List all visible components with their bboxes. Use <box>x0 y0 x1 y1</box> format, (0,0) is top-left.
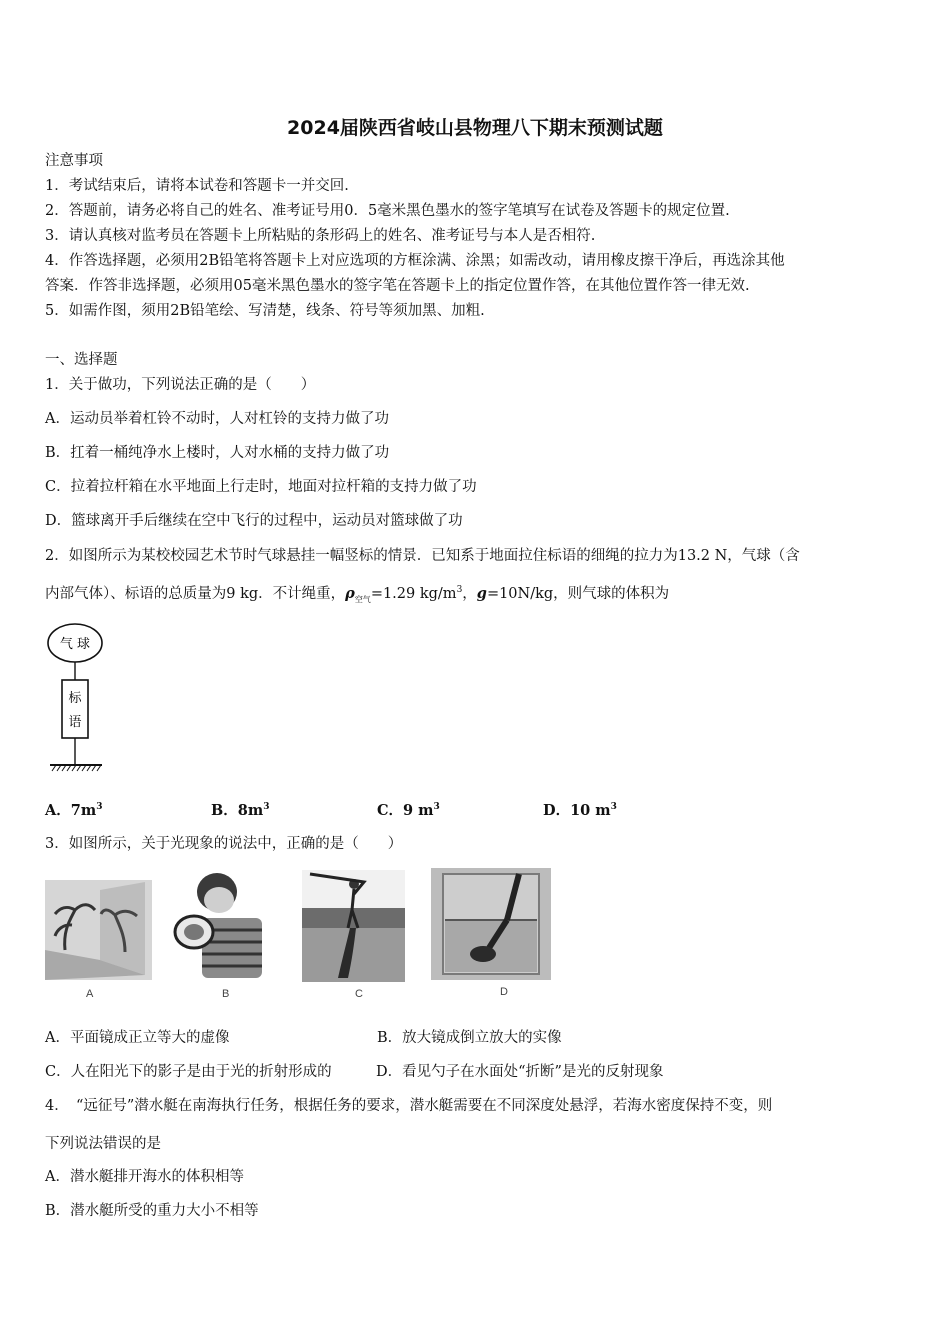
q4-stem-line1: 4． “远征号”潜水艇在南海执行任务，根据任务的要求，潜水艇需要在不同深度处悬浮，若海水密度保持不变，则 <box>45 1098 773 1114</box>
q4-option-b: B．潜水艇所受的重力大小不相等 <box>45 1203 259 1219</box>
caption-b: B <box>222 988 230 1000</box>
banner-label-2: 语 <box>68 715 82 730</box>
caption-a: A <box>86 988 94 1000</box>
q2-text-b: =1.29 kg/m <box>370 586 457 602</box>
banner-label-1: 标 <box>68 691 82 706</box>
notice-item-4-cont: 答案．作答非选择题，必须用05毫米黑色墨水的签字笔在答题卡上的指定位置作答，在其他位置作答一律无效. <box>45 278 750 294</box>
q1-option-d: D．篮球离开手后继续在空中飞行的过程中，运动员对篮球做了功 <box>45 513 463 529</box>
q2-option-d <box>543 801 617 821</box>
superscript-3: 3 <box>263 802 270 813</box>
page-title: 2024届陕西省岐山县物理八下期末预测试题 <box>287 117 663 139</box>
q1-stem: 1．关于做功，下列说法正确的是（ ） <box>45 377 316 393</box>
q2-option-a <box>45 801 102 821</box>
section-heading: 一、选择题 <box>45 352 118 368</box>
q1-option-c: C．拉着拉杆箱在水平地面上行走时，地面对拉杆箱的支持力做了功 <box>45 479 477 495</box>
notice-item-3: 3．请认真核对监考员在答题卡上所粘贴的条形码上的姓名、准考证号与本人是否相符. <box>45 228 596 244</box>
q3-option-b: B．放大镜成倒立放大的实像 <box>377 1030 562 1046</box>
photo-c-shadow <box>302 870 405 982</box>
notice-item-4: 4．作答选择题，必须用2B铅笔将答题卡上对应选项的方框涂满、涂黑；如需改动，请用橡皮擦干净后，再选涂其他 <box>45 253 785 269</box>
spoon-water-illustration <box>431 868 551 980</box>
q2-option-c-text: C．9 m <box>377 802 434 819</box>
q3-stem: 3．如图所示，关于光现象的说法中，正确的是（ ） <box>45 836 403 852</box>
caption-c: C <box>355 988 363 1000</box>
q2-option-b <box>211 801 269 821</box>
rho-symbol: ρ <box>345 585 355 602</box>
golfer-shadow-illustration <box>302 870 405 982</box>
superscript-3: 3 <box>96 802 103 813</box>
q4-option-a: A．潜水艇排开海水的体积相等 <box>45 1169 244 1185</box>
q1-option-b: B．扛着一桶纯净水上楼时，人对水桶的支持力做了功 <box>45 445 390 461</box>
q3-option-d: D．看见勺子在水面处“折断”是光的反射现象 <box>376 1064 664 1080</box>
notice-heading: 注意事项 <box>45 153 103 169</box>
g-symbol: g <box>476 585 487 602</box>
superscript-3: 3 <box>433 802 440 813</box>
photo-d-spoon <box>431 868 551 980</box>
q2-option-c <box>377 801 440 821</box>
q2-text-c: ， <box>462 586 477 602</box>
notice-item-5: 5．如需作图，须用2B铅笔绘、写清楚，线条、符号等须加黑、加粗. <box>45 303 485 319</box>
notice-item-2: 2．答题前，请务必将自己的姓名、准考证号用0．5毫米黑色墨水的签字笔填写在试卷及答题卡的规定位置. <box>45 203 730 219</box>
q2-stem-line1: 2．如图所示为某校校园艺术节时气球悬挂一幅竖标的情景．已知系于地面拉住标语的细绳的拉力为13.2 N，气球（含 <box>45 548 800 564</box>
caption-d: D <box>500 986 508 998</box>
q2-stem-line2 <box>45 584 669 610</box>
balloon-label: 气 球 <box>59 637 91 652</box>
q2-option-b-text: B．8m <box>211 802 264 819</box>
rho-subscript: 空气 <box>354 594 371 604</box>
superscript-3: 3 <box>456 585 463 596</box>
balloon-diagram <box>40 618 120 776</box>
photo-a-mirror <box>45 880 152 980</box>
boy-magnifier-illustration <box>172 870 280 982</box>
notice-item-1: 1．考试结束后，请将本试卷和答题卡一并交回. <box>45 178 349 194</box>
mirror-plant-illustration <box>45 880 152 980</box>
q2-text-d: =10N/kg，则气球的体积为 <box>486 586 670 602</box>
superscript-3: 3 <box>610 802 617 813</box>
q4-stem-line2: 下列说法错误的是 <box>45 1136 161 1152</box>
q3-option-c: C．人在阳光下的影子是由于光的折射形成的 <box>45 1064 332 1080</box>
q1-option-a: A．运动员举着杠铃不动时，人对杠铃的支持力做了功 <box>45 411 389 427</box>
q2-text-a: 内部气体）、标语的总质量为9 kg．不计绳重， <box>45 586 346 602</box>
q2-option-d-text: D．10 m <box>543 802 611 819</box>
photo-b-magnifier <box>172 870 280 982</box>
q2-option-a-text: A．7m <box>45 802 97 819</box>
q3-option-a: A．平面镜成正立等大的虚像 <box>45 1030 230 1046</box>
